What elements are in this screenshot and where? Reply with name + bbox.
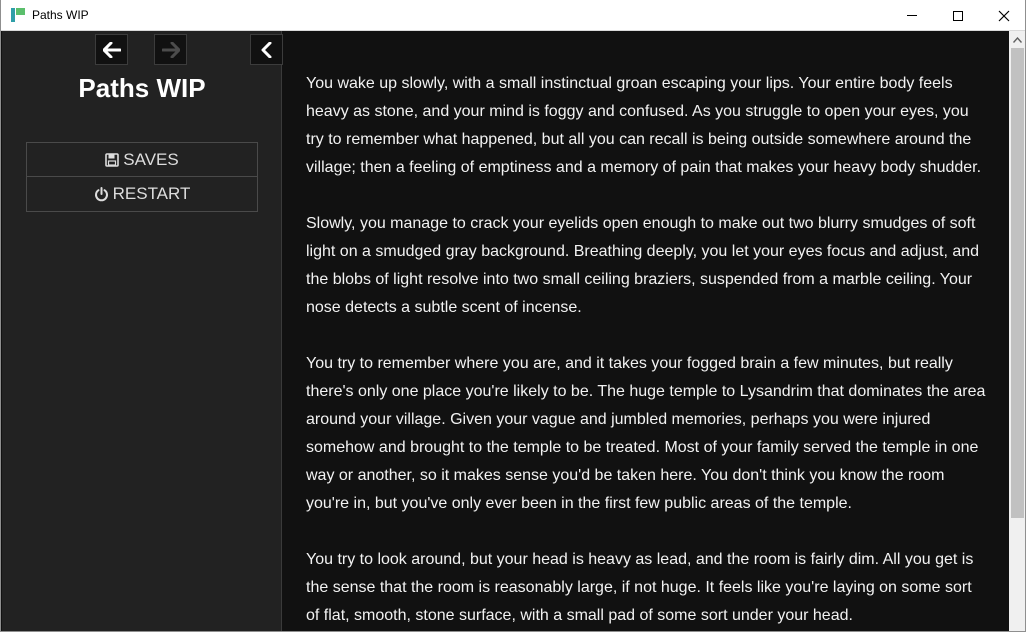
saves-button[interactable] bbox=[26, 142, 258, 177]
close-icon bbox=[998, 10, 1010, 22]
saves-label: SAVES bbox=[123, 149, 179, 169]
scroll-up-arrow-icon[interactable] bbox=[1009, 31, 1026, 48]
passage-paragraph: You wake up slowly, with a small instinctual groan escaping your lips. Your entire body feels heavy as stone, and your mind is foggy and confused. As you struggle to open your eyes, you try to remember what happened, but all you can recall is being outside somewhere around the village; then a feeling of emptiness and a memory of pain that makes your heavy body shudder. bbox=[306, 75, 982, 176]
passage-paragraph: You try to look around, but your head is heavy as lead, and the room is fairly dim. All you get is the sense that the room is reasonably large, if not huge. It feels like you're laying on some sort of flat, smooth, stone surface, with a small pad of some sort under your head. bbox=[306, 551, 974, 624]
floppy-disk-icon bbox=[105, 153, 119, 167]
passage-area[interactable] bbox=[283, 31, 1008, 632]
vertical-scrollbar[interactable] bbox=[1009, 31, 1026, 632]
passage-text bbox=[306, 70, 986, 632]
arrow-left-icon bbox=[103, 42, 121, 58]
maximize-icon bbox=[953, 11, 963, 21]
minimize-button[interactable] bbox=[889, 0, 935, 31]
history-back-button[interactable] bbox=[95, 34, 128, 65]
chevron-left-icon bbox=[261, 42, 273, 58]
close-button[interactable] bbox=[981, 0, 1026, 31]
passage-paragraph: Slowly, you manage to crack your eyelids open enough to make out two blurry smudges of soft light on a smudged gray background. Breathing deeply, you let your eyes focus and adjust, and the blobs of light resolve into two small ceiling braziers, suspended from a marble ceiling. Your nose detects a subtle scent of incense. bbox=[306, 215, 980, 316]
app-logo-icon bbox=[11, 8, 25, 22]
restart-button[interactable] bbox=[26, 177, 258, 212]
scrollbar-thumb[interactable] bbox=[1011, 48, 1024, 518]
maximize-button[interactable] bbox=[935, 0, 981, 31]
sidebar-collapse-button[interactable] bbox=[250, 34, 283, 65]
passage-paragraph: You try to remember where you are, and it takes your fogged brain a few minutes, but really there's only one place you're likely to be. The huge temple to Lysandrim that dominates the area around your village. Given your vague and jumbled memories, perhaps you were injured somehow and brought to the temple to be treated. Most of your family served the temple in one way or another, so it makes sense you'd be taken here. You don't think you know the room you're in, but you've only ever been in the first few public areas of the temple. bbox=[306, 355, 986, 512]
restart-label: RESTART bbox=[112, 184, 191, 203]
story-title: Paths WIP bbox=[78, 73, 206, 103]
minimize-icon bbox=[907, 15, 917, 16]
history-forward-button[interactable] bbox=[154, 34, 187, 65]
ui-sidebar bbox=[2, 31, 282, 632]
title-bar[interactable] bbox=[1, 0, 1026, 31]
arrow-right-icon bbox=[162, 42, 180, 58]
power-icon bbox=[94, 187, 109, 202]
window-title: Paths WIP bbox=[32, 8, 89, 22]
